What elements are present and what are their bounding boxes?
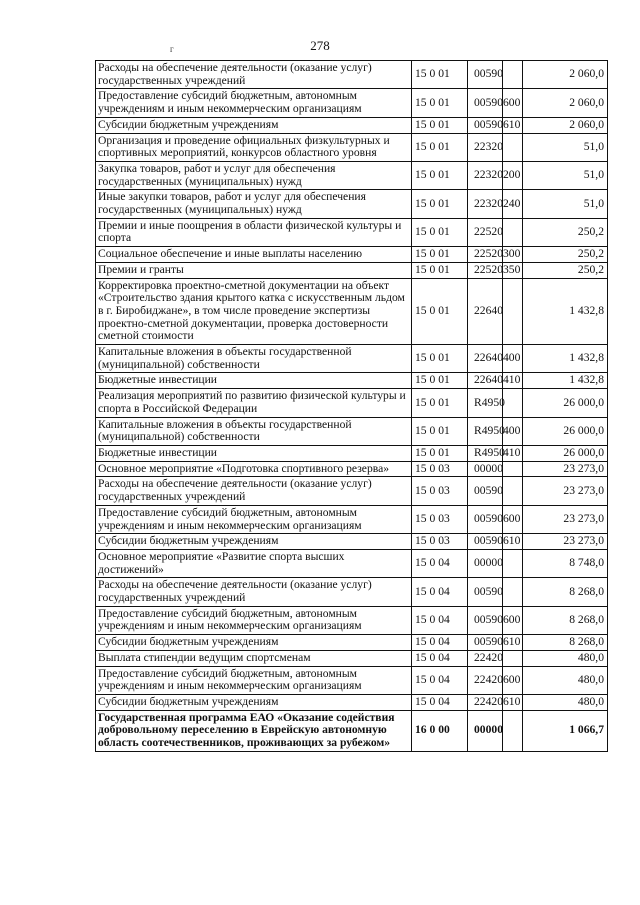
table-row (96, 161, 608, 189)
row-target-code: 00590 (468, 635, 503, 651)
row-code: 15 0 01 (412, 218, 468, 246)
row-target-code: 22420 (468, 694, 503, 710)
page-number: 278 (310, 38, 330, 53)
row-name: Субсидии бюджетным учреждениям (96, 694, 412, 710)
row-target-code: R4950 (468, 417, 503, 445)
table-row (96, 278, 608, 345)
table-row (96, 549, 608, 577)
table-row (96, 89, 608, 117)
row-expense-type (503, 710, 523, 751)
row-target-code: 00590 (468, 534, 503, 550)
row-target-code: 00590 (468, 505, 503, 533)
row-code: 15 0 01 (412, 133, 468, 161)
row-name: Бюджетные инвестиции (96, 373, 412, 389)
row-amount: 8 748,0 (523, 549, 608, 577)
row-target-code: 00000 (468, 461, 503, 477)
table-row (96, 373, 608, 389)
row-code: 15 0 01 (412, 278, 468, 345)
table-row (96, 445, 608, 461)
row-name: Предоставление субсидий бюджетным, автономным учреждениям и иным некоммерческим организациям (96, 606, 412, 634)
row-name: Капитальные вложения в объекты государственной (муниципальной) собственности (96, 417, 412, 445)
table-row (96, 190, 608, 218)
row-amount: 51,0 (523, 133, 608, 161)
row-amount: 51,0 (523, 161, 608, 189)
row-expense-type: 610 (503, 117, 523, 133)
row-expense-type (503, 477, 523, 505)
row-expense-type (503, 578, 523, 606)
row-amount: 1 432,8 (523, 373, 608, 389)
page-mark: г (170, 44, 174, 54)
row-target-code: 00000 (468, 549, 503, 577)
row-name: Бюджетные инвестиции (96, 445, 412, 461)
row-expense-type: 410 (503, 373, 523, 389)
row-amount: 26 000,0 (523, 389, 608, 417)
row-expense-type: 610 (503, 694, 523, 710)
row-target-code: 00590 (468, 578, 503, 606)
row-code: 15 0 01 (412, 389, 468, 417)
row-code: 15 0 03 (412, 505, 468, 533)
table-row (96, 218, 608, 246)
row-amount: 250,2 (523, 218, 608, 246)
row-code: 15 0 04 (412, 635, 468, 651)
row-code: 15 0 01 (412, 161, 468, 189)
row-code: 15 0 01 (412, 445, 468, 461)
row-name: Предоставление субсидий бюджетным, автономным учреждениям и иным некоммерческим организациям (96, 666, 412, 694)
row-code: 15 0 03 (412, 477, 468, 505)
row-expense-type (503, 218, 523, 246)
row-code: 15 0 04 (412, 578, 468, 606)
row-code: 15 0 04 (412, 694, 468, 710)
row-expense-type: 200 (503, 161, 523, 189)
row-amount: 26 000,0 (523, 445, 608, 461)
row-code: 15 0 01 (412, 89, 468, 117)
row-target-code: 00590 (468, 477, 503, 505)
row-target-code: 00590 (468, 61, 503, 89)
row-code: 15 0 01 (412, 190, 468, 218)
row-amount: 2 060,0 (523, 117, 608, 133)
row-target-code: 22320 (468, 190, 503, 218)
row-amount: 1 432,8 (523, 345, 608, 373)
table-row (96, 650, 608, 666)
row-target-code: 22320 (468, 133, 503, 161)
row-code: 15 0 03 (412, 461, 468, 477)
row-amount: 51,0 (523, 190, 608, 218)
row-code: 15 0 04 (412, 650, 468, 666)
row-expense-type: 600 (503, 89, 523, 117)
row-name: Субсидии бюджетным учреждениям (96, 534, 412, 550)
row-name: Выплата стипендии ведущим спортсменам (96, 650, 412, 666)
row-expense-type: 400 (503, 417, 523, 445)
row-expense-type: 600 (503, 666, 523, 694)
row-expense-type: 350 (503, 262, 523, 278)
row-name: Социальное обеспечение и иные выплаты населению (96, 247, 412, 263)
row-expense-type: 600 (503, 505, 523, 533)
table-row (96, 694, 608, 710)
table-row (96, 578, 608, 606)
table-row (96, 389, 608, 417)
row-target-code: 22420 (468, 650, 503, 666)
row-amount: 2 060,0 (523, 89, 608, 117)
row-name: Основное мероприятие «Развитие спорта высших достижений» (96, 549, 412, 577)
row-name: Субсидии бюджетным учреждениям (96, 117, 412, 133)
row-target-code: 22520 (468, 247, 503, 263)
row-name: Реализация мероприятий по развитию физической культуры и спорта в Российской Федерации (96, 389, 412, 417)
row-expense-type (503, 61, 523, 89)
row-code: 15 0 04 (412, 549, 468, 577)
row-expense-type (503, 133, 523, 161)
row-expense-type: 610 (503, 534, 523, 550)
row-code: 15 0 01 (412, 262, 468, 278)
row-expense-type (503, 389, 523, 417)
table-row (96, 61, 608, 89)
table-row (96, 635, 608, 651)
row-expense-type: 410 (503, 445, 523, 461)
table-row (96, 505, 608, 533)
row-expense-type (503, 278, 523, 345)
row-expense-type: 400 (503, 345, 523, 373)
row-name: Субсидии бюджетным учреждениям (96, 635, 412, 651)
row-expense-type: 600 (503, 606, 523, 634)
row-target-code: 00000 (468, 710, 503, 751)
row-expense-type (503, 650, 523, 666)
row-amount: 250,2 (523, 247, 608, 263)
row-code: 15 0 04 (412, 666, 468, 694)
table-row (96, 133, 608, 161)
table-row (96, 477, 608, 505)
row-name: Основное мероприятие «Подготовка спортивного резерва» (96, 461, 412, 477)
row-amount: 23 273,0 (523, 505, 608, 533)
row-code: 15 0 03 (412, 534, 468, 550)
row-amount: 480,0 (523, 666, 608, 694)
row-code: 15 0 04 (412, 606, 468, 634)
row-target-code: 22640 (468, 373, 503, 389)
row-name: Предоставление субсидий бюджетным, автономным учреждениям и иным некоммерческим организациям (96, 89, 412, 117)
table-row (96, 117, 608, 133)
row-target-code: 22420 (468, 666, 503, 694)
row-target-code: 00590 (468, 606, 503, 634)
row-amount: 23 273,0 (523, 461, 608, 477)
row-code: 15 0 01 (412, 61, 468, 89)
row-amount: 1 066,7 (523, 710, 608, 751)
row-name: Премии и иные поощрения в области физической культуры и спорта (96, 218, 412, 246)
table-row (96, 345, 608, 373)
row-target-code: 00590 (468, 89, 503, 117)
row-amount: 1 432,8 (523, 278, 608, 345)
row-amount: 26 000,0 (523, 417, 608, 445)
table-row (96, 262, 608, 278)
row-target-code: 22320 (468, 161, 503, 189)
budget-table (95, 60, 608, 752)
table-row (96, 534, 608, 550)
row-name: Закупка товаров, работ и услуг для обеспечения государственных (муниципальных) нужд (96, 161, 412, 189)
table-row (96, 417, 608, 445)
row-name: Расходы на обеспечение деятельности (оказание услуг) государственных учреждений (96, 477, 412, 505)
row-target-code: 22520 (468, 218, 503, 246)
row-code: 15 0 01 (412, 417, 468, 445)
table-row (96, 666, 608, 694)
row-target-code: 22520 (468, 262, 503, 278)
row-expense-type: 240 (503, 190, 523, 218)
row-code: 15 0 01 (412, 117, 468, 133)
row-target-code: R4950 (468, 445, 503, 461)
row-name: Организация и проведение официальных физкультурных и спортивных мероприятий, конкурсов областного уровня (96, 133, 412, 161)
row-code: 15 0 01 (412, 345, 468, 373)
row-amount: 480,0 (523, 650, 608, 666)
row-amount: 23 273,0 (523, 534, 608, 550)
row-amount: 8 268,0 (523, 635, 608, 651)
row-name: Премии и гранты (96, 262, 412, 278)
row-expense-type: 610 (503, 635, 523, 651)
table-row (96, 606, 608, 634)
row-expense-type (503, 549, 523, 577)
row-amount: 23 273,0 (523, 477, 608, 505)
row-name: Предоставление субсидий бюджетным, автономным учреждениям и иным некоммерческим организациям (96, 505, 412, 533)
row-name: Иные закупки товаров, работ и услуг для обеспечения государственных (муниципальных) нужд (96, 190, 412, 218)
table-row (96, 247, 608, 263)
table-row (96, 461, 608, 477)
row-name: Расходы на обеспечение деятельности (оказание услуг) государственных учреждений (96, 61, 412, 89)
row-amount: 250,2 (523, 262, 608, 278)
row-target-code: 22640 (468, 345, 503, 373)
row-amount: 480,0 (523, 694, 608, 710)
row-amount: 8 268,0 (523, 578, 608, 606)
row-target-code: R4950 (468, 389, 503, 417)
row-amount: 8 268,0 (523, 606, 608, 634)
row-amount: 2 060,0 (523, 61, 608, 89)
row-target-code: 22640 (468, 278, 503, 345)
row-expense-type: 300 (503, 247, 523, 263)
row-name: Корректировка проектно-сметной документации на объект «Строительство здания крытого катка с искусственным льдом в г. Биробиджане», в том числе проведение экспертизы проектно-сметной документации, проверка достоверности сметной стоимости (96, 278, 412, 345)
row-target-code: 00590 (468, 117, 503, 133)
row-code: 15 0 01 (412, 247, 468, 263)
row-code: 16 0 00 (412, 710, 468, 751)
row-name: Расходы на обеспечение деятельности (оказание услуг) государственных учреждений (96, 578, 412, 606)
row-expense-type (503, 461, 523, 477)
row-name: Капитальные вложения в объекты государственной (муниципальной) собственности (96, 345, 412, 373)
row-code: 15 0 01 (412, 373, 468, 389)
row-name: Государственная программа ЕАО «Оказание содействия добровольному переселению в Еврейскую автономную область соотечественников, проживающих за рубежом» (96, 710, 412, 751)
table-row (96, 710, 608, 751)
